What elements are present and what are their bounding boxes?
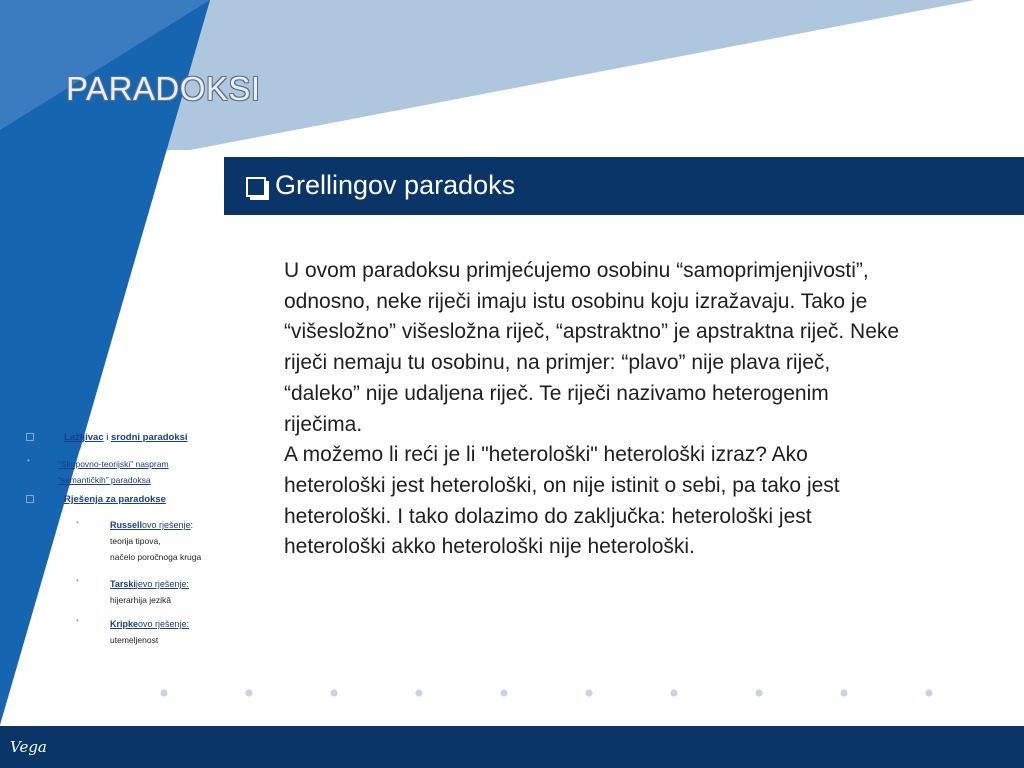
sidebar-sub-tarski [24, 572, 224, 612]
link-skupovno [58, 456, 169, 488]
link-line: “semantičkih” paradoksa [58, 475, 151, 485]
decorative-dot-row [0, 686, 1024, 700]
slide-title: PARADOKSI [66, 70, 261, 107]
footer-brand: Vega [10, 738, 47, 756]
section-heading [246, 170, 515, 201]
decorative-dot [671, 690, 678, 697]
body-text [284, 256, 904, 563]
link-russell[interactable]: Russell [110, 520, 143, 530]
section-heading-text: Grellingov paradoks [275, 170, 516, 200]
link-line: “Skupovno-teorijski” naspram [58, 459, 169, 469]
dot-bullet-icon: • [76, 576, 79, 585]
body-paragraph: U ovom paradoksu primjećujemo osobinu “samoprimjenjivosti”, odnosno, neke riječi imaju istu osobinu koju izražavaju. Tako je “višesložno” višesložna riječ, “apstraktno” je apstraktna riječ. Neke riječi nemaju tu osobinu, na primjer: “plavo” nije plava riječ, “daleko” nije udaljena riječ. Te riječi nazivamo heterogenim riječima. [284, 259, 900, 436]
sidebar-item-rjesenja[interactable] [24, 492, 224, 512]
dot-bullet-icon: • [27, 456, 30, 465]
checkbox-bullet-icon [246, 177, 266, 197]
link-russell-rjesenje[interactable]: ovo rješenje [142, 520, 191, 530]
decorative-dot [586, 690, 593, 697]
sub-description: hijerarhija jezikâ [110, 595, 171, 605]
sub-description: načelo poročnoga kruga [110, 552, 202, 562]
sidebar-nav [24, 432, 224, 652]
link-kripke[interactable]: Kripke [110, 619, 139, 629]
body-paragraph: A možemo li reći je li "heterološki" heterološki izraz? Ako heterološki jest heterološki, on nije istinit o sebi, pa tako jest heterološki. I tako dolazimo do zaključka: heterološki jest heterološki akko heterološki nije heterološki. [284, 443, 840, 559]
colon-text: : [190, 520, 194, 530]
decorative-dot [841, 690, 848, 697]
decorative-dot [926, 690, 933, 697]
sidebar-sub-kripke [24, 612, 224, 652]
sub-description: utemeljenost [110, 635, 159, 645]
link-tarski[interactable]: Tarski [110, 579, 136, 589]
link-tarski-rjesenje[interactable]: jevo rješenje: [135, 579, 189, 589]
square-bullet-icon [26, 433, 34, 443]
dot-bullet-icon: • [76, 518, 79, 527]
sidebar-item-lazljivac [24, 432, 224, 452]
decorative-dot [501, 690, 508, 697]
link-kripke-rjesenje[interactable]: ovo rješenje: [138, 619, 190, 629]
sub-description: teorija tipova, [110, 536, 161, 546]
link-rjesenja[interactable]: Rješenja za paradokse [64, 494, 166, 505]
sidebar-item-skupovno[interactable] [24, 452, 224, 492]
decorative-dot [331, 690, 338, 697]
decorative-dot [246, 690, 253, 697]
link-srodni-paradoksi[interactable]: srodni paradoksi [111, 432, 188, 443]
decorative-dot [416, 690, 423, 697]
footer-bar [0, 726, 1024, 768]
square-bullet-icon [26, 495, 34, 505]
joiner-text: i [103, 432, 111, 443]
link-lazljivac[interactable]: Lažljivac [64, 432, 104, 443]
decorative-dot [756, 690, 763, 697]
dot-bullet-icon: • [76, 616, 79, 625]
sidebar-sub-russell [24, 512, 224, 572]
decorative-dot [161, 690, 168, 697]
